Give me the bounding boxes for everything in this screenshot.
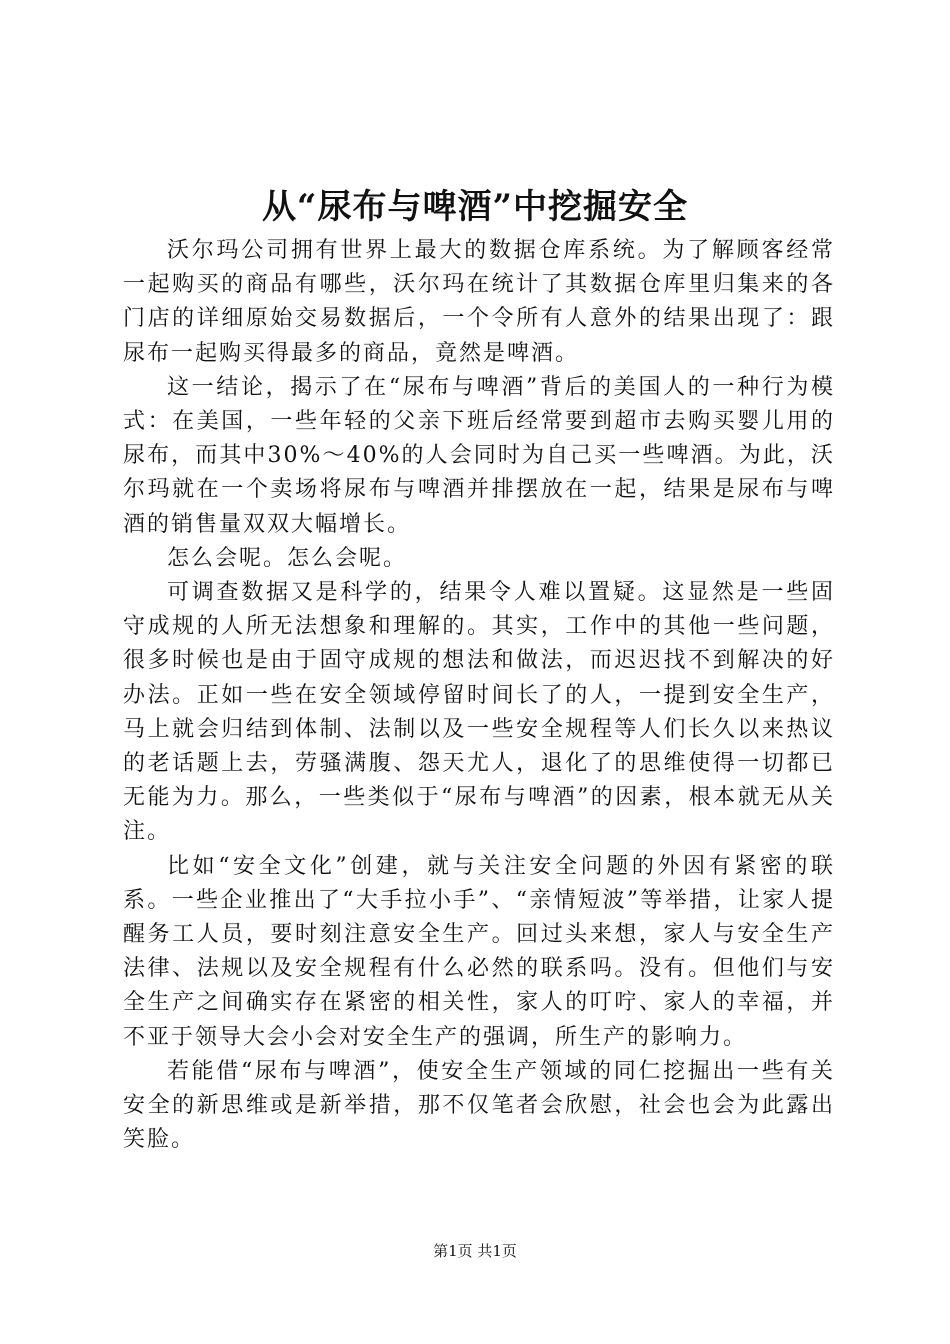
document-title: 从“尿布与啤酒”中挖掘安全 — [261, 187, 689, 227]
page-footer: 第1页 共1页 — [433, 1242, 517, 1260]
document-body — [123, 234, 835, 1157]
paragraph: 这一结论，揭示了在“尿布与啤酒”背后的美国人的一种行为模式：在美国，一些年轻的父亲下班后经常要到超市去购买婴儿用的尿布，而其中30%～40%的人会同时为自己买一些啤酒。为此，沃尔玛就在一个卖场将尿布与啤酒并排摆放在一起，结果是尿布与啤酒的销售量双双大幅增长。 — [123, 374, 835, 537]
paragraph: 沃尔玛公司拥有世界上最大的数据仓库系统。为了解顾客经常一起购买的商品有哪些，沃尔玛在统计了其数据仓库里归集来的各门店的详细原始交易数据后，一个令所有人意外的结果出现了：跟尿布一起购买得最多的商品，竟然是啤酒。 — [123, 238, 835, 366]
paragraph: 怎么会呢。怎么会呢。 — [167, 545, 408, 571]
paragraph: 可调查数据又是科学的，结果令人难以置疑。这显然是一些固守成规的人所无法想象和理解的。其实，工作中的其他一些问题，很多时候也是由于固守成规的想法和做法，而迟迟找不到解决的好办法。正如一些在安全领域停留时间长了的人，一提到安全生产，马上就会归结到体制、法制以及一些安全规程等人们长久以来热议的老话题上去，劳骚满腹、怨天尤人，退化了的思维使得一切都已无能为力。那么，一些类似于“尿布与啤酒”的因素，根本就无从关注。 — [123, 580, 835, 845]
paragraph: 若能借“尿布与啤酒”，使安全生产领域的同仁挖掘出一些有关安全的新思维或是新举措，那不仅笔者会欣慰，社会也会为此露出笑脸。 — [123, 1058, 835, 1153]
paragraph: 比如“安全文化”创建，就与关注安全问题的外因有紧密的联系。一些企业推出了“大手拉小手”、“亲情短波”等举措，让家人提醒务工人员，要时刻注意安全生产。回过头来想，家人与安全生产法律、法规以及安全规程有什么必然的联系吗。没有。但他们与安全生产之间确实存在紧密的相关性，家人的叮咛、家人的幸福，并不亚于领导大会小会对安全生产的强调，所生产的影响力。 — [123, 853, 835, 1050]
